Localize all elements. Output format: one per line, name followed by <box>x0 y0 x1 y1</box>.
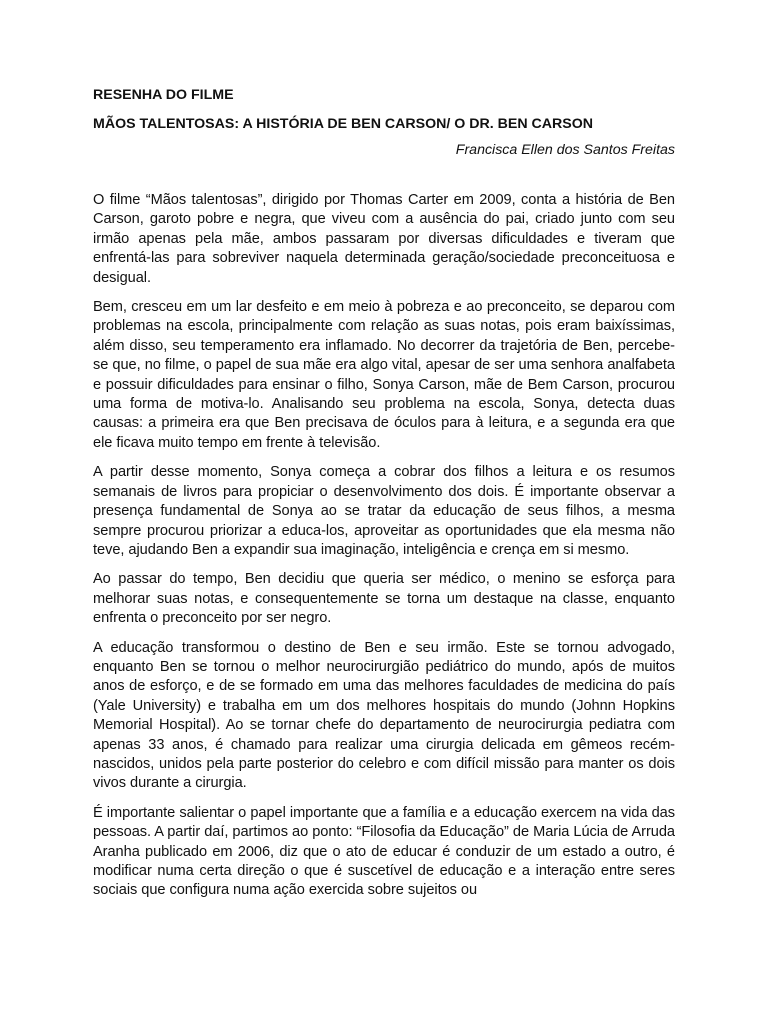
document-page <box>93 86 675 911</box>
paragraph: Ao passar do tempo, Ben decidiu que queria ser médico, o menino se esforça para melhorar suas notas, e consequentemente se torna um destaque na classe, enquanto enfrenta o preconceito por ser negro. <box>93 571 675 627</box>
document-title: RESENHA DO FILME <box>93 87 234 103</box>
film-title: MÃOS TALENTOSAS: A HISTÓRIA DE BEN CARSON/ O DR. BEN CARSON <box>93 116 593 132</box>
paragraph: O filme “Mãos talentosas”, dirigido por Thomas Carter em 2009, conta a história de Ben Carson, garoto pobre e negra, que viveu com a ausência do pai, criado junto com seu irmão apenas pela mãe, ambos passaram por diversas dificuldades e tiveram que enfrentá-las para sobreviver naquela determinada geração/sociedade preconceituosa e desigual. <box>93 192 675 286</box>
document-body <box>93 191 675 901</box>
author-name: Francisca Ellen dos Santos Freitas <box>455 142 675 158</box>
paragraph: A educação transformou o destino de Ben e seu irmão. Este se tornou advogado, enquanto Ben se tornou o melhor neurocirurgião pediátrico do mundo, após de muitos anos de esforço, e de se formado em uma das melhores faculdades de medicina do país (Yale University) e trabalha em um dos melhores hospitais do mundo (Johnn Hopkins Memorial Hospital). Ao se tornar chefe do departamento de neurocirurgia pediatra com apenas 33 anos, é chamado para realizar uma cirurgia delicada em gêmeos recém-nascidos, unidos pela parte posterior do celebro e com difícil missão para manter os dois vivos durante a cirurgia. <box>93 639 675 792</box>
paragraph: Bem, cresceu em um lar desfeito e em meio à pobreza e ao preconceito, se deparou com problemas na escola, principalmente com relação as suas notas, pois eram baixíssimas, além disso, seu temperamento era inflamado. No decorrer da trajetória de Ben, percebe-se que, no filme, o papel de sua mãe era algo vital, apesar de ser uma senhora analfabeta e possuir dificuldades para ensinar o filho, Sonya Carson, mãe de Bem Carson, procurou uma forma de motiva-lo. Analisando seu problema na escola, Sonya, detecta duas causas: a primeira era que Ben precisava de óculos para à leitura, e a segunda era que ele ficava muito tempo em frente à televisão. <box>93 299 675 451</box>
paragraph: É importante salientar o papel importante que a família e a educação exercem na vida das pessoas. A partir daí, partimos ao ponto: “Filosofia da Educação” de Maria Lúcia de Arruda Aranha publicado em 2006, diz que o ato de educar é conduzir de um estado a outro, é modificar numa certa direção o que é suscetível de educação e a interação entre seres sociais que configura numa ação exercida sobre sujeitos ou <box>93 804 675 899</box>
paragraph: A partir desse momento, Sonya começa a cobrar dos filhos a leitura e os resumos semanais de livros para propiciar o desenvolvimento dos dois. É importante observar a presença fundamental de Sonya ao se tratar da educação de seus filhos, a mesma sempre procurou priorizar a educa-los, aproveitar as oportunidades que ela mesma não teve, ajudando Ben a expandir sua imaginação, inteligência e crença em si mesmo. <box>93 464 675 558</box>
